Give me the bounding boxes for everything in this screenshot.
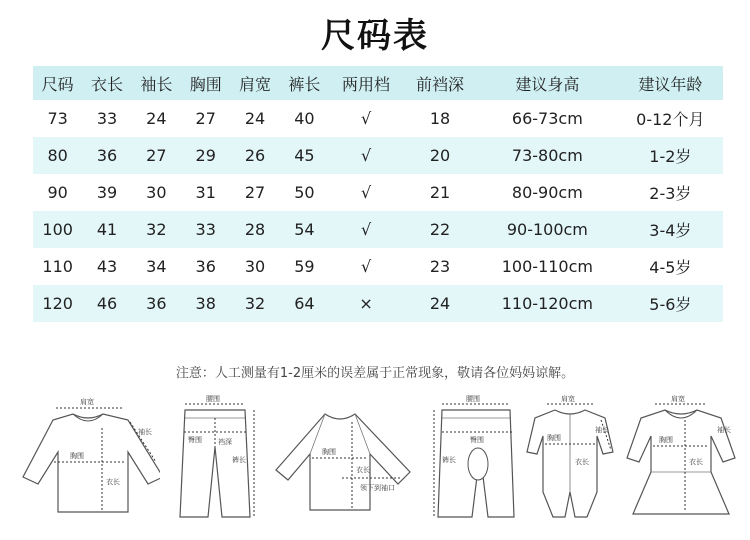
- cell: 90: [47, 183, 68, 202]
- label-romper-shoulder: 肩宽: [561, 395, 575, 403]
- diagram-dress: [625, 392, 737, 522]
- cell: 3-4岁: [618, 211, 723, 248]
- cell: √: [329, 211, 403, 248]
- size-chart-table: [33, 66, 723, 322]
- cell: 22: [403, 211, 477, 248]
- cell: 90-100cm: [477, 211, 618, 248]
- cell: 21: [429, 183, 451, 202]
- cell: 54: [280, 211, 329, 248]
- label-raglan-length: 衣长: [356, 466, 370, 474]
- cell: √: [360, 257, 372, 276]
- page-title: 尺码表: [321, 16, 429, 56]
- table-header-row: [33, 66, 723, 100]
- cell: 32: [230, 285, 279, 322]
- header-height: 建议身高: [477, 66, 618, 100]
- cell: 45: [280, 137, 329, 174]
- cell: 33: [96, 109, 118, 128]
- table-row: [33, 137, 723, 174]
- label-inseam: 裤长: [232, 456, 246, 464]
- header-front-rise: 前裆深: [403, 66, 477, 100]
- cell: 30: [244, 257, 266, 276]
- label-op-length: 裤长: [442, 456, 456, 464]
- cell: 46: [82, 285, 131, 322]
- table-row: [33, 174, 723, 211]
- pants-drawing: [170, 392, 260, 522]
- cell: 100-110cm: [501, 257, 593, 276]
- cell: 34: [146, 257, 167, 276]
- label-waist: 腰围: [206, 395, 220, 403]
- cell: 66-73cm: [511, 109, 583, 128]
- table-row: [33, 211, 723, 248]
- cell: 36: [195, 257, 216, 276]
- cell: 28: [230, 211, 279, 248]
- label-dress-shoulder: 肩宽: [671, 395, 685, 403]
- label-shoulder: 肩宽: [80, 398, 94, 406]
- cell: 110: [42, 257, 73, 276]
- cell: 59: [294, 257, 315, 276]
- cell: 50: [294, 183, 315, 202]
- header-age: 建议年龄: [618, 66, 723, 100]
- raglan-drawing: [270, 392, 420, 522]
- cell: 20: [403, 137, 477, 174]
- cell: 18: [429, 109, 451, 128]
- top-drawing: [20, 392, 160, 522]
- diagram-pants: [170, 392, 260, 522]
- dress-drawing: [625, 392, 737, 522]
- cell: 73-80cm: [477, 137, 618, 174]
- cell: 73: [47, 109, 68, 128]
- label-sleeve: 袖长: [138, 428, 152, 436]
- measurement-note: 注意：人工测量有1-2厘米的误差属于正常现象，敬请各位妈妈谅解。: [175, 366, 575, 381]
- cell: 36: [82, 137, 131, 174]
- cell: 27: [132, 137, 181, 174]
- label-dress-length: 衣长: [689, 458, 703, 466]
- label-romper-sleeve: 袖长: [595, 426, 609, 434]
- cell: 2-3岁: [649, 184, 692, 203]
- cell: 33: [181, 211, 230, 248]
- cell: 27: [244, 183, 266, 202]
- diagram-top: [20, 392, 160, 522]
- header-dual-crotch: 两用档: [329, 66, 403, 100]
- cell: 36: [132, 285, 181, 322]
- label-rise: 裆深: [218, 438, 232, 446]
- label-raglan-sleeve: 领下到袖口: [360, 484, 395, 492]
- label-raglan-chest: 胸围: [322, 448, 336, 456]
- cell: 4-5岁: [649, 258, 692, 277]
- cell: 24: [403, 285, 477, 322]
- cell: 64: [280, 285, 329, 322]
- diagram-open-pants: [430, 392, 520, 522]
- cell: 80: [33, 137, 82, 174]
- cell: 110-120cm: [477, 285, 618, 322]
- table-row: [33, 248, 723, 285]
- cell: 80-90cm: [511, 183, 583, 202]
- cell: 40: [294, 109, 315, 128]
- cell: 31: [195, 183, 216, 202]
- header-sleeve: 袖长: [132, 66, 181, 100]
- cell: 100: [33, 211, 82, 248]
- cell: 23: [429, 257, 451, 276]
- romper-drawing: [525, 392, 615, 522]
- label-hip: 臀围: [188, 436, 202, 444]
- cell: 43: [96, 257, 118, 276]
- cell: 41: [82, 211, 131, 248]
- cell: √: [329, 137, 403, 174]
- cell: 30: [146, 183, 167, 202]
- cell: 120: [33, 285, 82, 322]
- cell: 38: [181, 285, 230, 322]
- label-dress-sleeve: 袖长: [717, 426, 731, 434]
- label-dress-chest: 胸围: [659, 436, 673, 444]
- cell: 29: [181, 137, 230, 174]
- cell: 26: [230, 137, 279, 174]
- label-op-waist: 腰围: [466, 395, 480, 403]
- header-shoulder: 肩宽: [230, 66, 279, 100]
- cell: √: [360, 109, 372, 128]
- label-chest: 胸围: [70, 452, 84, 460]
- label-op-hip: 臀围: [470, 436, 484, 444]
- table-row: [33, 285, 723, 322]
- header-length: 衣长: [82, 66, 131, 100]
- cell: 24: [146, 109, 167, 128]
- cell: 0-12个月: [636, 110, 705, 129]
- cell: √: [360, 183, 372, 202]
- cell: 5-6岁: [618, 285, 723, 322]
- label-length: 衣长: [106, 478, 120, 486]
- header-size: 尺码: [33, 66, 82, 100]
- cell: 1-2岁: [618, 137, 723, 174]
- measurement-diagrams: [20, 392, 740, 532]
- header-chest: 胸围: [181, 66, 230, 100]
- header-pants-length: 裤长: [280, 66, 329, 100]
- cell: ×: [329, 285, 403, 322]
- label-romper-chest: 胸围: [547, 434, 561, 442]
- cell: 27: [195, 109, 216, 128]
- open-pants-drawing: [430, 392, 520, 522]
- diagram-romper: [525, 392, 615, 522]
- cell: 32: [132, 211, 181, 248]
- cell: 24: [244, 109, 266, 128]
- diagram-raglan: [270, 392, 420, 522]
- table-row: [33, 100, 723, 137]
- cell: 39: [96, 183, 118, 202]
- label-romper-length: 衣长: [575, 458, 589, 466]
